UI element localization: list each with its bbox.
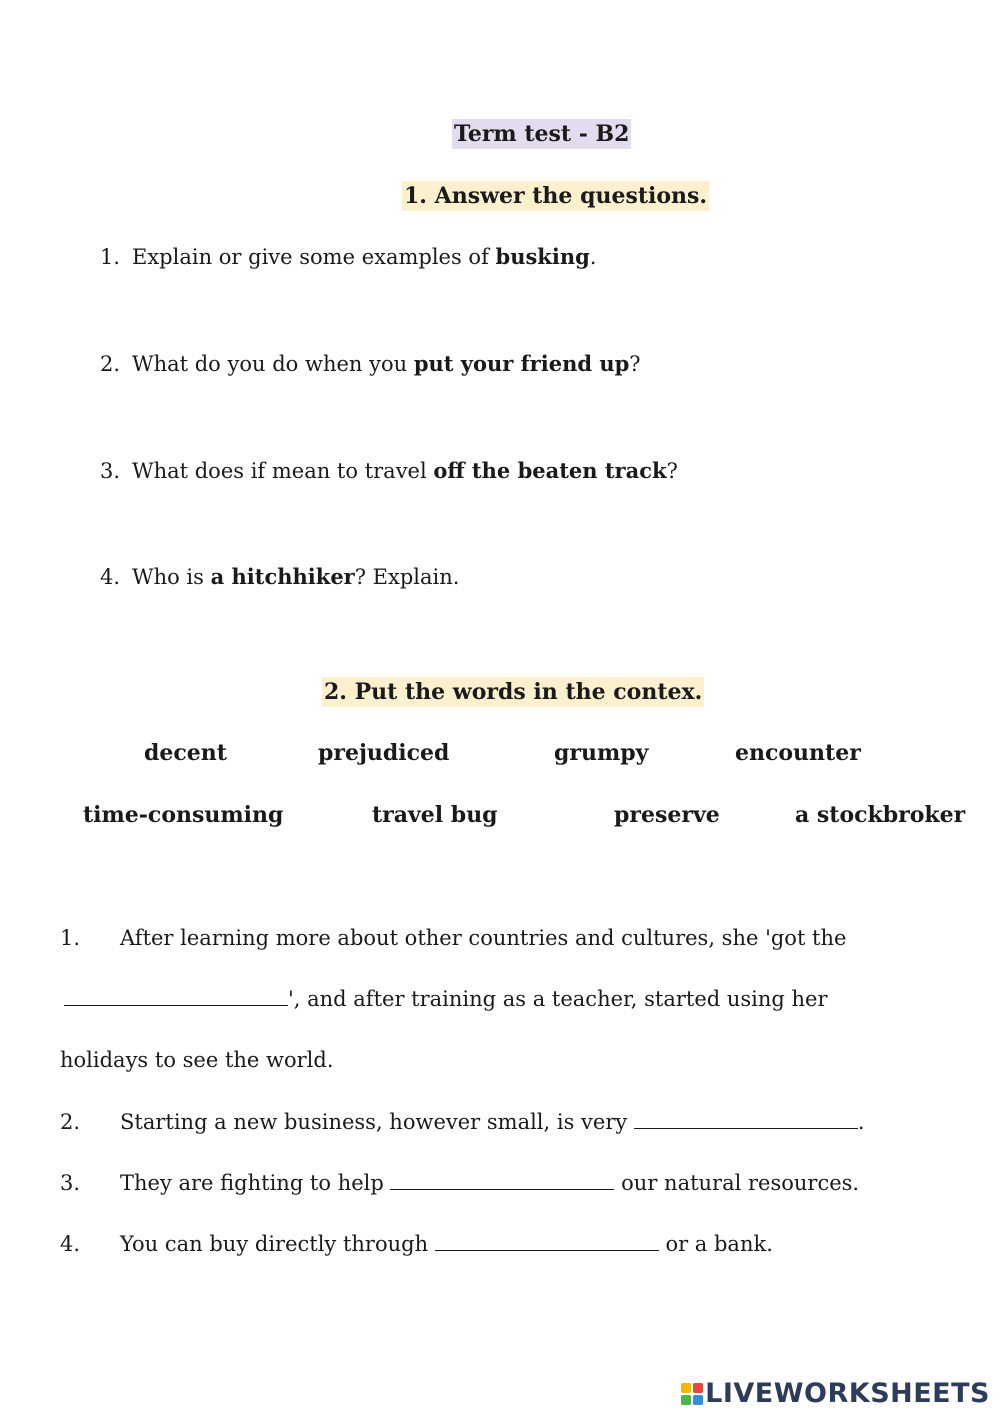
answer-blank[interactable] — [64, 987, 288, 1006]
sentence-3-number: 3. — [60, 1171, 81, 1195]
answer-blank[interactable] — [435, 1232, 659, 1251]
page-title: Term test - B2 — [454, 121, 630, 147]
question-text: Who is — [132, 565, 211, 589]
sentence-2-text: Starting a new business, however small, is very — [120, 1110, 634, 1134]
word-bank-item: grumpy — [554, 740, 649, 766]
sentence-1-number: 1. — [60, 926, 81, 950]
question-number: 2. — [100, 352, 121, 376]
word-bank-item: prejudiced — [318, 740, 450, 766]
question-2 — [100, 349, 641, 379]
question-key-term: busking — [495, 244, 590, 269]
word-bank-item: travel bug — [372, 802, 498, 828]
sentence-1-line-2-text: ', and after training as a teacher, started using her — [288, 987, 828, 1011]
section-1-heading: 1. Answer the questions. — [404, 183, 708, 209]
word-bank-item: preserve — [614, 802, 720, 828]
question-number: 1. — [100, 245, 121, 269]
sentence-1-line-2 — [64, 984, 828, 1014]
sentence-1-line-3: holidays to see the world. — [60, 1048, 334, 1072]
sentence-3 — [120, 1168, 859, 1198]
question-text: What do you do when you — [132, 352, 414, 376]
question-4 — [100, 562, 459, 592]
logo-square — [693, 1383, 703, 1393]
answer-blank[interactable] — [634, 1110, 858, 1129]
word-bank-item: encounter — [735, 740, 861, 766]
sentence-4-number: 4. — [60, 1232, 81, 1256]
sentence-2-text-end: . — [857, 1110, 865, 1134]
sentence-2 — [120, 1107, 865, 1137]
question-text-end: ? — [666, 459, 678, 483]
question-text-end: ? — [629, 352, 641, 376]
question-text: Explain or give some examples of — [132, 245, 496, 269]
question-text-end: ? Explain. — [354, 565, 460, 589]
sentence-4-text-end: or a bank. — [658, 1232, 773, 1256]
question-key-term: a hitchhiker — [210, 564, 355, 589]
liveworksheets-logo[interactable] — [681, 1378, 990, 1409]
logo-text: LIVEWORKSHEETS — [705, 1378, 990, 1409]
sentence-3-text: They are fighting to help — [120, 1171, 391, 1195]
question-text-end: . — [589, 245, 597, 269]
question-key-term: off the beaten track — [433, 458, 667, 483]
sentence-4 — [120, 1229, 773, 1259]
word-bank-item: time-consuming — [83, 802, 284, 828]
question-1 — [100, 242, 596, 272]
logo-square — [693, 1395, 703, 1405]
logo-square — [681, 1395, 691, 1405]
question-3 — [100, 456, 678, 486]
question-text: What does if mean to travel — [132, 459, 434, 483]
logo-icon — [681, 1383, 703, 1405]
sentence-2-number: 2. — [60, 1110, 81, 1134]
sentence-3-text-end: our natural resources. — [614, 1171, 860, 1195]
logo-square — [681, 1383, 691, 1393]
question-number: 4. — [100, 565, 121, 589]
answer-blank[interactable] — [390, 1171, 614, 1190]
word-bank-item: a stockbroker — [795, 802, 966, 828]
sentence-1-line-1: After learning more about other countries and cultures, she 'got the — [120, 926, 847, 950]
word-bank-item: decent — [144, 740, 227, 766]
question-number: 3. — [100, 459, 121, 483]
section-2-heading: 2. Put the words in the contex. — [324, 679, 703, 705]
question-key-term: put your friend up — [413, 351, 630, 376]
sentence-4-text: You can buy directly through — [120, 1232, 435, 1256]
